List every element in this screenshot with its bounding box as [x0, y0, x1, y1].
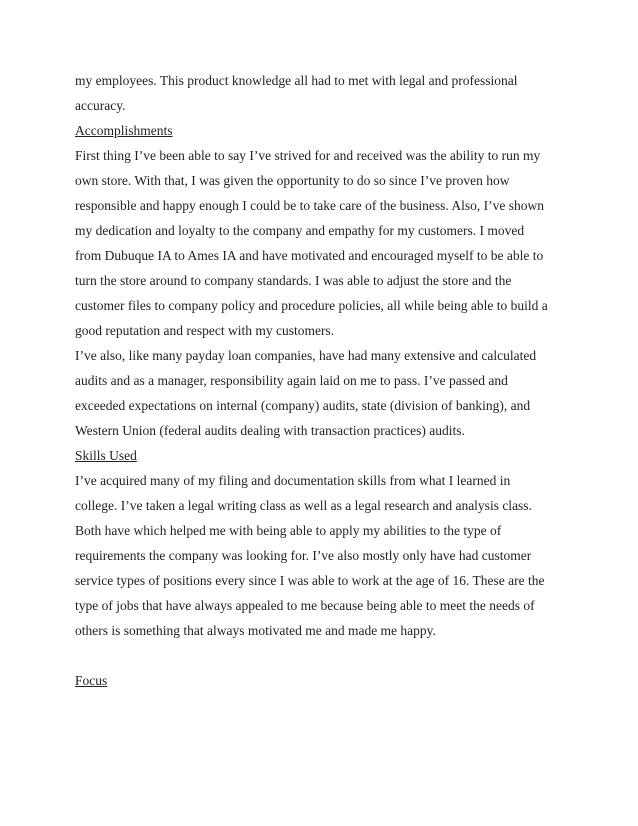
body-line: my dedication and loyalty to the company and empathy for my customers. I moved: [75, 223, 525, 238]
body-line: audits and as a manager, responsibility again laid on me to pass. I’ve passed and: [75, 373, 508, 388]
body-line: customer files to company policy and procedure policies, all while being able to build a: [75, 298, 548, 313]
body-line: I’ve acquired many of my filing and documentation skills from what I learned in: [75, 473, 511, 488]
body-line: service types of positions every since I was able to work at the age of 16. These are the: [75, 573, 545, 588]
body-line: Both have which helped me with being able to apply my abilities to the type of: [75, 523, 502, 538]
accomplishments-heading: Accomplishments: [75, 123, 173, 138]
skills-used-heading: Skills Used: [75, 448, 137, 463]
body-line: responsible and happy enough I could be to take care of the business. Also, I’ve shown: [75, 198, 545, 213]
body-line: Western Union (federal audits dealing with transaction practices) audits.: [75, 423, 465, 438]
intro-line: my employees. This product knowledge all had to met with legal and professional: [75, 73, 518, 88]
intro-line: accuracy.: [75, 98, 126, 113]
body-line: college. I’ve taken a legal writing class as well as a legal research and analysis class.: [75, 498, 532, 513]
body-line: requirements the company was looking for. I’ve also mostly only have had customer: [75, 548, 532, 563]
focus-heading: Focus: [75, 673, 108, 688]
body-line: others is something that always motivated me and made me happy.: [75, 623, 436, 638]
body-line: good reputation and respect with my customers.: [75, 323, 335, 338]
body-line: exceeded expectations on internal (company) audits, state (division of banking), and: [75, 398, 531, 413]
body-line: First thing I’ve been able to say I’ve strived for and received was the ability to run my: [75, 148, 541, 163]
body-line: turn the store around to company standards. I was able to adjust the store and the: [75, 273, 512, 288]
body-line: from Dubuque IA to Ames IA and have motivated and encouraged myself to be able to: [75, 248, 544, 263]
body-line: I’ve also, like many payday loan companies, have had many extensive and calculated: [75, 348, 537, 363]
body-line: own store. With that, I was given the opportunity to do so since I’ve proven how: [75, 173, 510, 188]
body-line: type of jobs that have always appealed to me because being able to meet the needs of: [75, 598, 535, 613]
